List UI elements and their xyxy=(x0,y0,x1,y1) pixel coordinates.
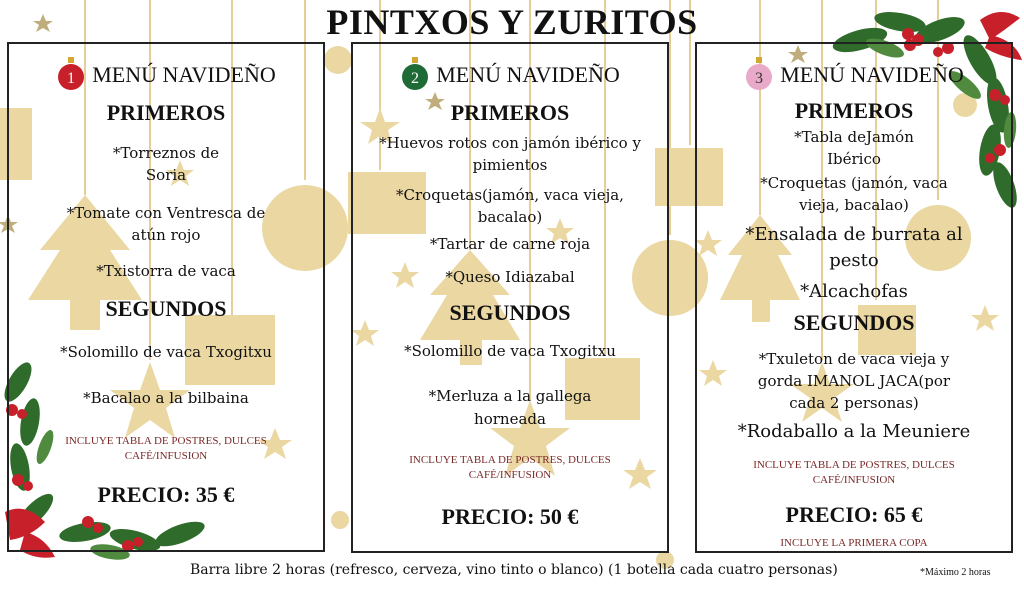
svg-text:3: 3 xyxy=(755,70,764,87)
dish-line: pesto xyxy=(829,250,879,271)
menu-price: PRECIO: 65 € xyxy=(785,502,923,527)
menu-title: MENÚ NAVIDEÑO xyxy=(436,62,620,87)
dish-line: *Solomillo de vaca Txogitxu xyxy=(404,342,616,360)
extra-note: INCLUYE LA PRIMERA COPA xyxy=(780,537,928,549)
dish-line: *Tomate con Ventresca de xyxy=(66,204,266,222)
svg-text:1: 1 xyxy=(67,70,76,87)
includes-note: INCLUYE TABLA DE POSTRES, DULCES xyxy=(65,435,267,447)
dish-line: *Tartar de carne roja xyxy=(429,235,591,253)
dish-line: vieja, bacalao) xyxy=(799,196,909,214)
dish-line: *Croquetas(jamón, vaca vieja, xyxy=(396,186,624,204)
includes-note: INCLUYE TABLA DE POSTRES, DULCES xyxy=(753,459,955,471)
dish-line: Soria xyxy=(145,166,187,184)
dish-line: *Rodaballo a la Meuniere xyxy=(737,421,971,442)
dish-line: *Torreznos de xyxy=(112,144,220,162)
bauble-icon xyxy=(400,57,430,91)
menu-card-1 xyxy=(7,42,325,552)
includes-note: CAFÉ/INFUSION xyxy=(812,474,896,486)
segundos-heading: SEGUNDOS xyxy=(105,296,227,321)
dish-line: *Queso Idiazabal xyxy=(445,268,575,286)
primeros-heading: PRIMEROS xyxy=(106,100,226,125)
dish-line: pimientos xyxy=(472,156,548,174)
footer-open-bar: Barra libre 2 horas (refresco, cerveza, vino tinto o blanco) (1 botella cada cuatro personas) xyxy=(190,562,838,578)
includes-note: CAFÉ/INFUSION xyxy=(124,450,208,462)
dish-line: *Merluza a la gallega xyxy=(428,387,592,405)
footnote: *Máximo 2 horas xyxy=(920,567,991,578)
includes-note: INCLUYE TABLA DE POSTRES, DULCES xyxy=(409,454,611,466)
dish-line: gorda IMANOL JACA(por xyxy=(757,372,951,390)
bauble-icon xyxy=(744,57,774,91)
bauble-icon xyxy=(56,57,86,91)
dish-line: *Huevos rotos con jamón ibérico y xyxy=(379,134,641,152)
primeros-heading: PRIMEROS xyxy=(794,98,914,123)
segundos-heading: SEGUNDOS xyxy=(449,300,571,325)
dish-line: *Croquetas (jamón, vaca xyxy=(760,174,948,192)
dish-line: *Alcachofas xyxy=(800,281,908,302)
menu-price: PRECIO: 35 € xyxy=(97,482,235,507)
dish-line: cada 2 personas) xyxy=(789,394,919,412)
menu-header xyxy=(9,58,323,92)
dish-line: *Bacalao a la bilbaina xyxy=(83,389,249,407)
dish-line: *Tabla deJamón xyxy=(794,128,914,146)
menu-card-3 xyxy=(695,42,1013,553)
dish-line: *Txuleton de vaca vieja y xyxy=(758,350,950,368)
dish-line: atún rojo xyxy=(131,226,201,244)
menu-card-2 xyxy=(351,42,669,553)
svg-text:2: 2 xyxy=(411,70,420,87)
dish-line: Ibérico xyxy=(827,150,881,168)
menu-header xyxy=(353,58,667,92)
dish-line: *Solomillo de vaca Txogitxu xyxy=(60,343,272,361)
primeros-heading: PRIMEROS xyxy=(450,100,570,125)
dish-line: horneada xyxy=(474,410,546,428)
menu-price: PRECIO: 50 € xyxy=(441,504,579,529)
menu-title: MENÚ NAVIDEÑO xyxy=(92,62,276,87)
segundos-heading: SEGUNDOS xyxy=(793,310,915,335)
menu-header xyxy=(697,58,1011,92)
menu-title: MENÚ NAVIDEÑO xyxy=(780,62,964,87)
dish-line: *Txistorra de vaca xyxy=(96,262,236,280)
includes-note: CAFÉ/INFUSION xyxy=(468,469,552,481)
dish-line: *Ensalada de burrata al xyxy=(745,224,963,245)
dish-line: bacalao) xyxy=(477,208,543,226)
page-title: PINTXOS Y ZURITOS xyxy=(326,2,698,42)
